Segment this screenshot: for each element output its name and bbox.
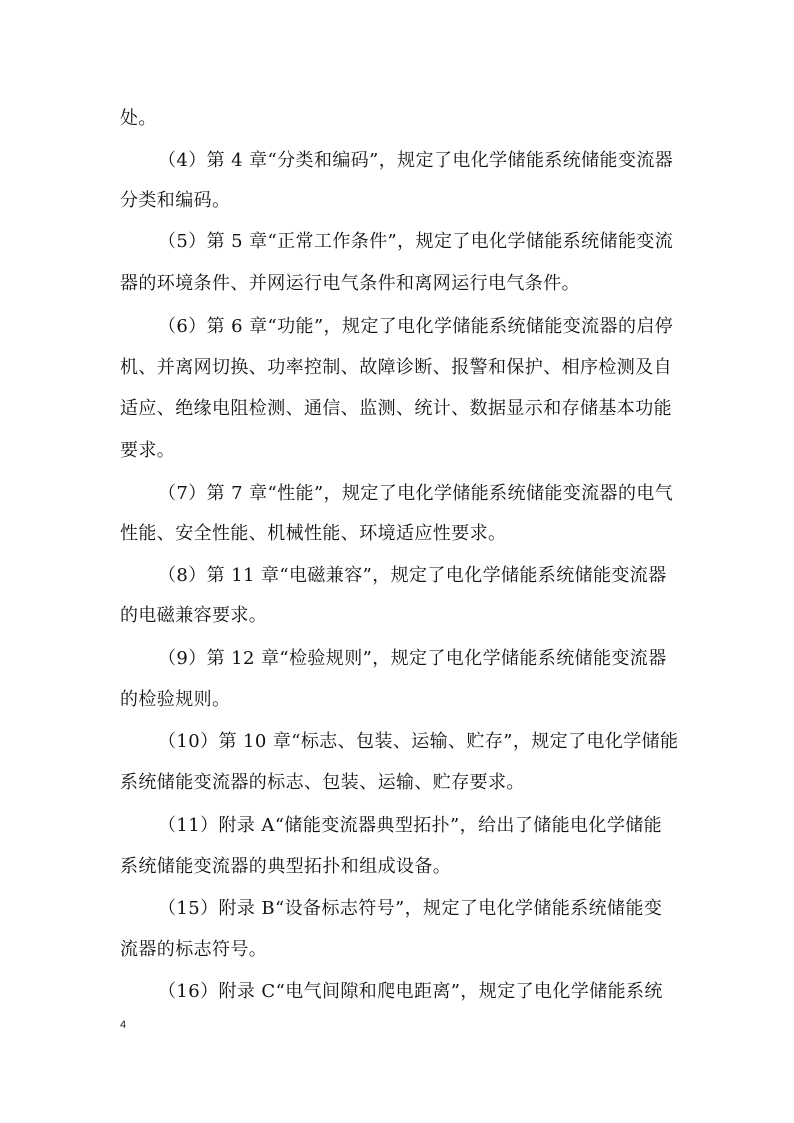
text-line: 要求。: [120, 440, 176, 461]
text-line: （15）附录 B“设备标志符号”，规定了电化学储能系统储能变: [158, 898, 663, 919]
text-line: （5）第 5 章“正常工作条件”，规定了电化学储能系统储能变流: [158, 231, 674, 252]
text-line: （11）附录 A“储能变流器典型拓扑”，给出了储能电化学储能: [158, 815, 663, 836]
text-line: （16）附录 C“电气间隙和爬电距离”，规定了电化学储能系统: [158, 981, 663, 1002]
text-line: 机、并离网切换、功率控制、故障诊断、报警和保护、相序检测及自: [120, 357, 672, 378]
text-line: （8）第 11 章“电磁兼容”，规定了电化学储能系统储能变流器: [158, 565, 667, 586]
text-line: 系统储能变流器的标志、包装、运输、贮存要求。: [120, 772, 525, 793]
text-line: 流器的标志符号。: [120, 939, 268, 960]
text-line: 系统储能变流器的典型拓扑和组成设备。: [120, 856, 452, 877]
text-line: （6）第 6 章“功能”，规定了电化学储能系统储能变流器的启停: [158, 316, 674, 337]
text-line: （4）第 4 章“分类和编码”，规定了电化学储能系统储能变流器: [158, 150, 674, 171]
text-line: 的检验规则。: [120, 689, 231, 710]
text-line: 适应、绝缘电阻检测、通信、监测、统计、数据显示和存储基本功能: [120, 398, 672, 419]
text-line: 的电磁兼容要求。: [120, 605, 268, 626]
page-number: 4: [120, 1019, 127, 1031]
text-line: （7）第 7 章“性能”，规定了电化学储能系统储能变流器的电气: [158, 483, 674, 504]
text-line: 分类和编码。: [120, 190, 231, 211]
text-line: （10）第 10 章“标志、包装、运输、贮存”，规定了电化学储能: [158, 731, 679, 752]
text-line: 性能、安全性能、机械性能、环境适应性要求。: [120, 523, 507, 544]
text-line: 处。: [120, 108, 157, 129]
text-line: （9）第 12 章“检验规则”，规定了电化学储能系统储能变流器: [158, 648, 667, 669]
text-line: 器的环境条件、并网运行电气条件和离网运行电气条件。: [120, 273, 580, 294]
